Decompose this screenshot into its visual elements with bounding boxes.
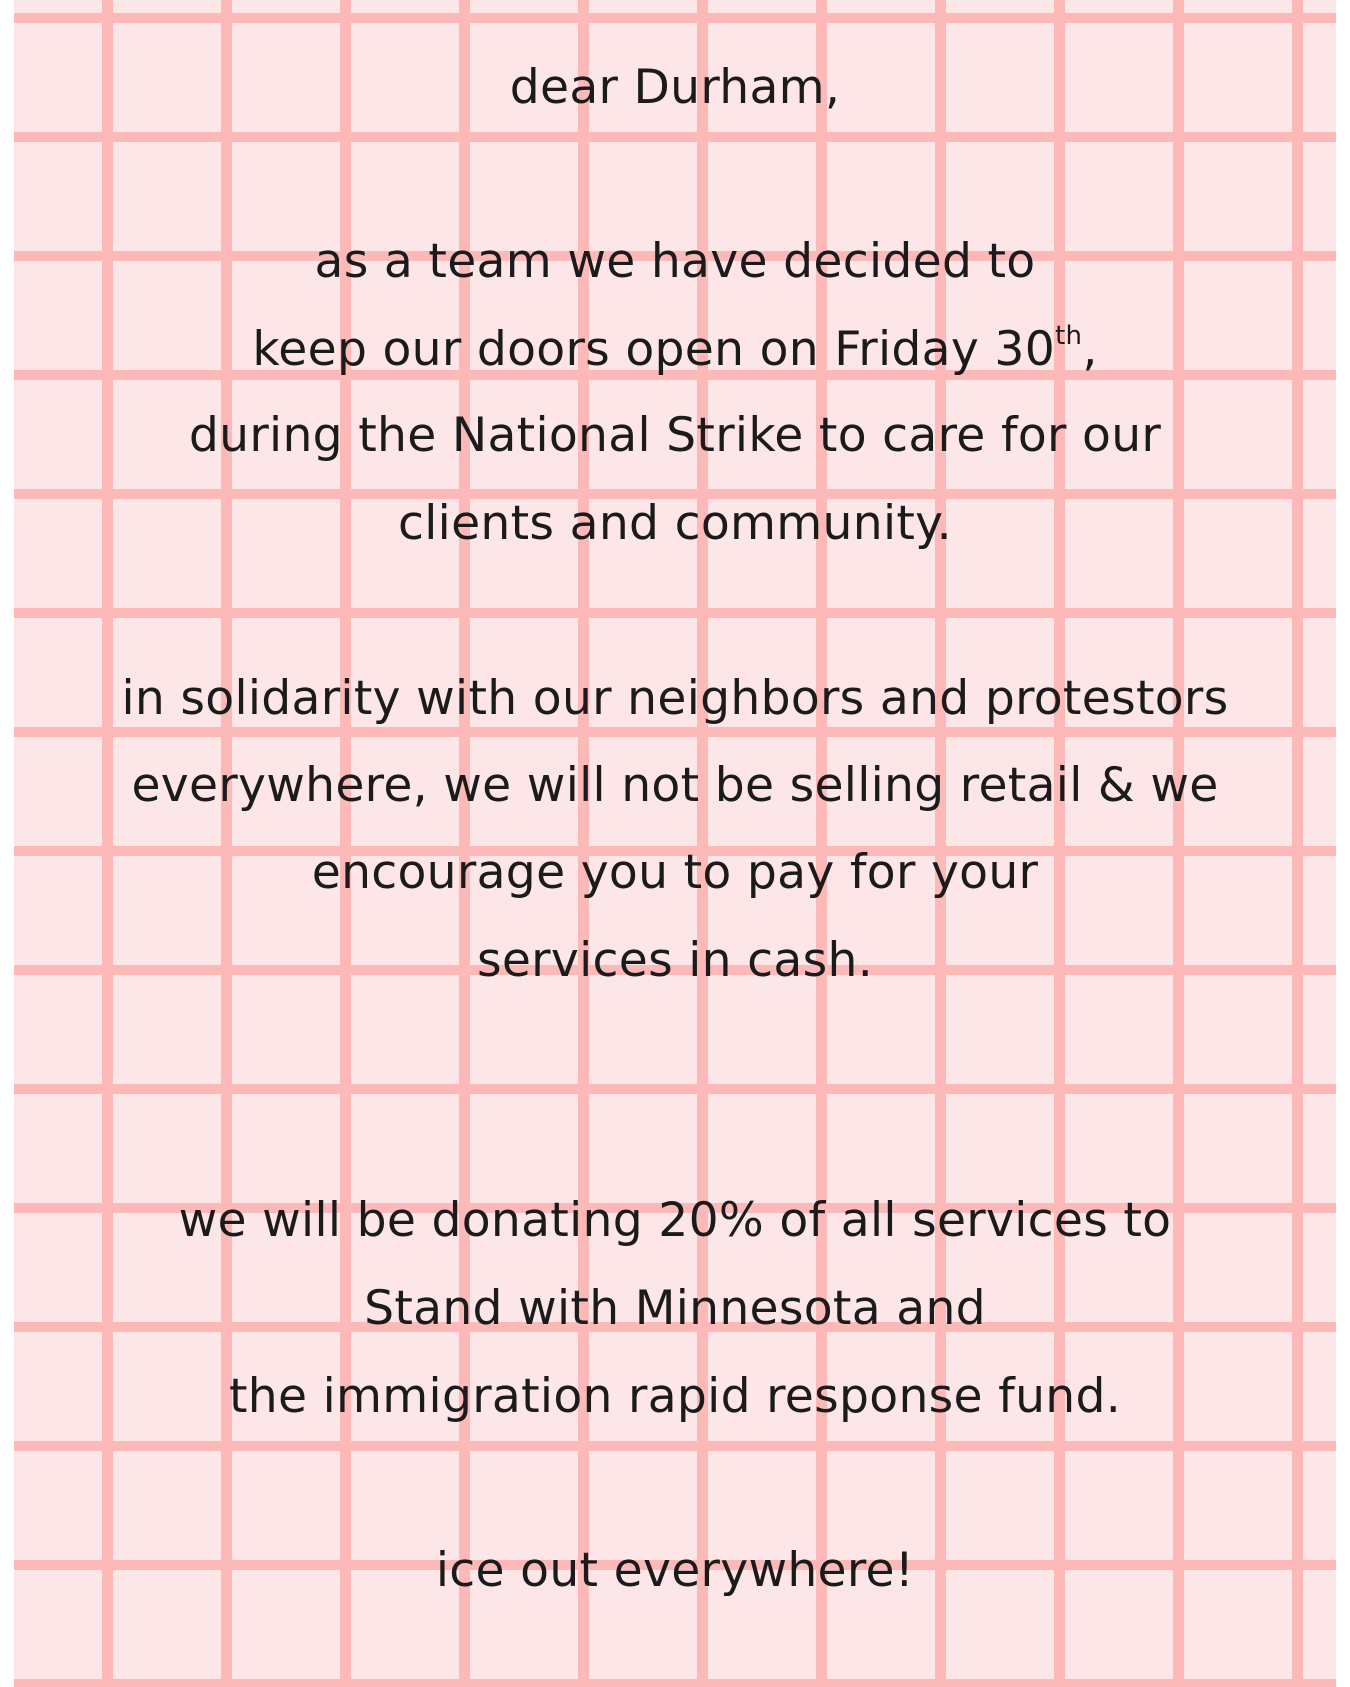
- paragraph-2-line-2: everywhere, we will not be selling retail & we: [131, 758, 1219, 813]
- paragraph-3-line-1: we will be donating 20% of all services to: [178, 1193, 1172, 1248]
- paragraph-1-line-2-text: keep our doors open on Friday 30: [252, 322, 1056, 377]
- paragraph-3-line-3: the immigration rapid response fund.: [228, 1369, 1122, 1424]
- paragraph-3-line-2: Stand with Minnesota and: [364, 1281, 986, 1336]
- paragraph-1-line-1: as a team we have decided to: [314, 234, 1036, 289]
- greeting: dear Durham,: [509, 60, 841, 115]
- ordinal-suffix: th: [1055, 321, 1083, 352]
- paragraph-2-line-1: in solidarity with our neighbors and protestors: [121, 671, 1229, 726]
- paragraph-1-line-3: during the National Strike to care for our: [188, 408, 1162, 463]
- paragraph-1-line-2-comma: ,: [1082, 322, 1098, 377]
- paragraph-1-line-4: clients and community.: [398, 496, 952, 551]
- paragraph-2-line-3: encourage you to pay for your: [311, 845, 1039, 900]
- paragraph-1-line-2: [14, 306, 1336, 393]
- grid-background: [14, 0, 1336, 1687]
- paragraph-2-line-4: services in cash.: [476, 933, 874, 988]
- closing-line: ice out everywhere!: [435, 1543, 915, 1598]
